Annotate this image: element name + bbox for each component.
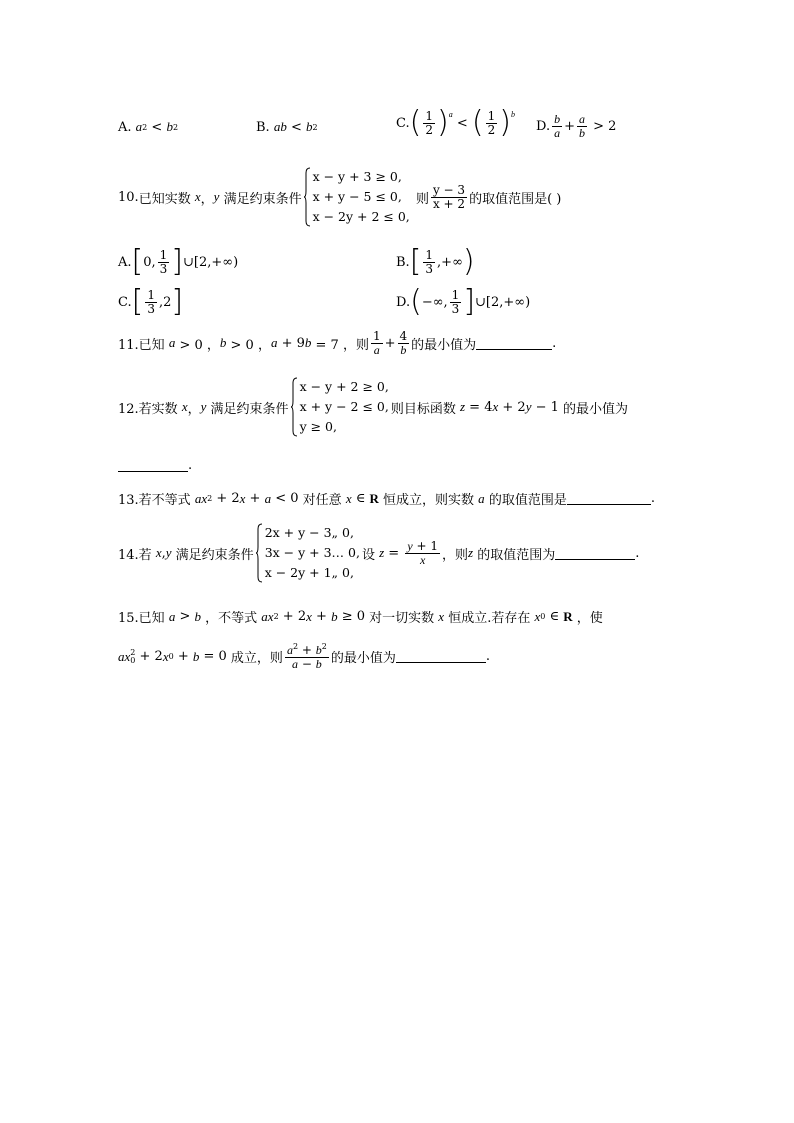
question-11: 11.已知 a > 0 ， b > 0 ， a + 9 b = 7 ，则 $\frac{1}{a}$ + $\frac{4}{b}$ 的最小值为 .: [118, 329, 557, 357]
question-15: 15.已知 a > b ，不等式 ax 2 + 2 x + b ≥ 0 对一切实数 x 恒成立.若存在 x 0 ∈ R ，使: [118, 608, 603, 626]
q9-option-b[interactable]: B. ab < b 2: [256, 119, 318, 135]
q14-constraint-1: 2x + y − 3„ 0,: [264, 525, 354, 540]
q9-option-a[interactable]: A. a 2 < b 2: [118, 119, 179, 135]
q14-constraint-system: [256, 523, 360, 583]
q13-answer-blank[interactable]: [567, 492, 651, 505]
q10-constraint-3: x − 2y + 2 ≤ 0,: [312, 209, 410, 224]
q10-option-d[interactable]: D. ( −∞, $\frac{1}{3}$ ] ∪[2,+∞): [396, 284, 531, 320]
question-12: 12.若实数 x ， y 满足约束条件 x − y + 2 ≥ 0, x + y − 2 ≤ 0, y ≥ 0, 则目标函数 z = 4 x + 2 y − 1 的最小值为: [118, 377, 628, 437]
question-10: 10. 已知实数 x ， y 满足约束条件 x − y + 3 ≥ 0, x + y − 5 ≤ 0, x − 2y + 2 ≤ 0, 则 $\frac{y - 3}{x + 2}$ 的取值范围是( ): [118, 167, 561, 227]
q12-answer-blank[interactable]: [118, 459, 188, 472]
q14-constraint-2: 3x − y + 3… 0,: [264, 545, 360, 560]
q10-option-b[interactable]: B. [ $\frac{1}{3}$ ,+∞ ): [396, 244, 475, 280]
q12-constraint-2: x + y − 2 ≤ 0,: [299, 399, 389, 414]
q12-constraint-3: y ≥ 0,: [299, 419, 337, 434]
q15-answer-blank[interactable]: [396, 650, 486, 663]
q10-constraint-2: x + y − 5 ≤ 0,: [312, 189, 402, 204]
q12-answer-line: .: [118, 458, 192, 473]
q14-answer-blank[interactable]: [555, 547, 635, 560]
question-15-cont: ax 2 0 + 2 x 0 + b = 0 成立，则 $\frac{a^2 + b^2}{a - b}$ 的最小值为 .: [118, 642, 490, 671]
question-13: 13.若不等式 ax 2 + 2 x + a < 0 对任意 x ∈ R 恒成立，则实数 a 的取值范围是 .: [118, 490, 655, 508]
q9-option-c[interactable]: C. ( $\frac{1}{2}$ ) $^a$ < ( $\frac{1}{2}$ ) $^b$: [396, 105, 515, 141]
q10-option-c[interactable]: C. [ $\frac{1}{3}$ ,2 ]: [118, 284, 184, 320]
question-14: 14.若 x , y 满足约束条件 2x + y − 3„ 0, 3x − y + 3… 0, x − 2y + 1„ 0, 设 z = $\frac{y + 1}{x}$ ，则 z 的取值范围为 .: [118, 523, 639, 583]
q10-constraint-system: [304, 167, 410, 227]
q14-constraint-3: x − 2y + 1„ 0,: [264, 565, 354, 580]
q11-answer-blank[interactable]: [476, 337, 552, 350]
q12-constraint-1: x − y + 2 ≥ 0,: [299, 379, 389, 394]
q12-constraint-system: [291, 377, 389, 437]
q10-option-a[interactable]: A. [ 0, $\frac{1}{3}$ ] ∪[2,+∞): [118, 244, 239, 280]
q10-constraint-1: x − y + 3 ≥ 0,: [312, 169, 402, 184]
q9-option-d[interactable]: D. $\frac{b}{a}$ + $\frac{a}{b}$ > 2: [536, 112, 617, 140]
